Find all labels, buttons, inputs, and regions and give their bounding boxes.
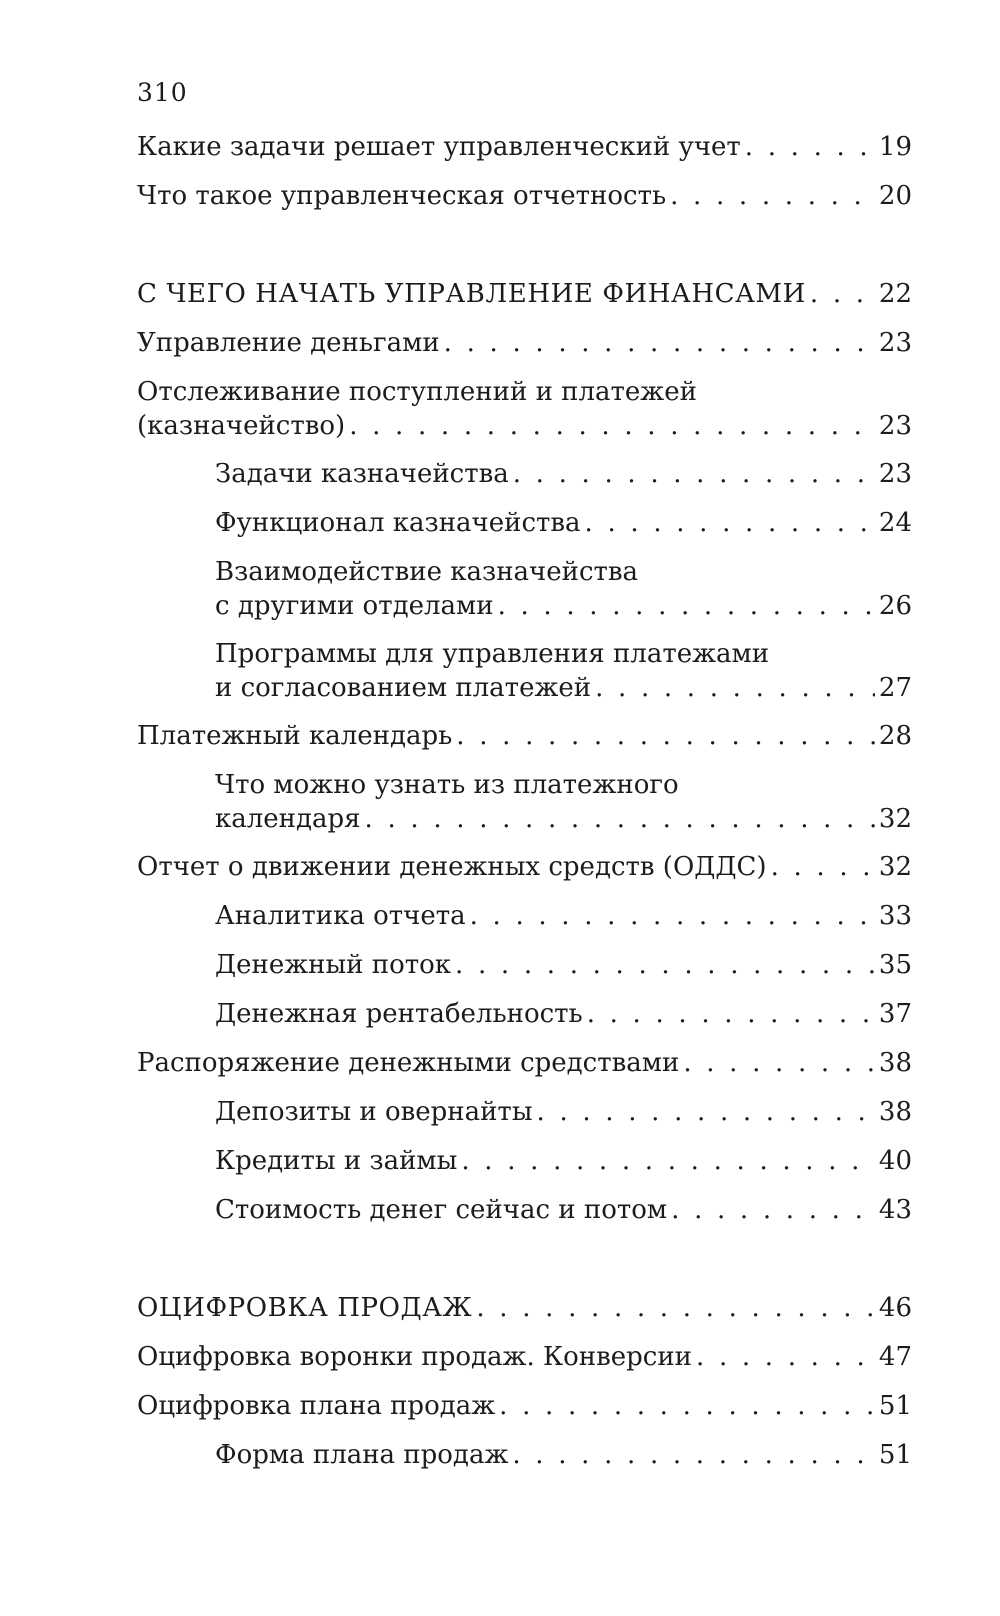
- dot-leader: [683, 1046, 875, 1080]
- toc-entry-page: 32: [878, 804, 912, 834]
- dot-leader: [585, 506, 875, 540]
- toc-entry-title: Управление деньгами: [137, 328, 440, 358]
- toc-entry-title-line: Что можно узнать из платежного: [215, 770, 679, 800]
- toc-entry-title-line: Взаимодействие казначейства: [215, 557, 639, 587]
- toc-subentry: [215, 637, 912, 705]
- toc-entry-page: 40: [878, 1146, 912, 1176]
- toc-entry: [137, 326, 912, 360]
- toc-entry-page: 27: [878, 673, 912, 703]
- toc-subentry: [215, 555, 912, 623]
- toc-entry-page: 43: [878, 1195, 912, 1225]
- toc-subentry: [215, 768, 912, 836]
- toc-entry-title: Стоимость денег сейчас и потом: [215, 1195, 668, 1225]
- toc-entry-title: и согласованием платежей: [215, 673, 592, 703]
- toc-entry-title: Аналитика отчета: [215, 901, 466, 931]
- toc-subentry: [215, 1193, 912, 1227]
- toc-entry-page: 51: [878, 1391, 912, 1421]
- dot-leader: [365, 802, 875, 836]
- toc-entry-page: 26: [878, 591, 912, 621]
- dot-leader: [461, 1144, 875, 1178]
- toc-entry-title: календаря: [215, 804, 361, 834]
- toc-entry-page: 47: [878, 1342, 912, 1372]
- dot-leader: [498, 589, 875, 623]
- toc-entry: [137, 375, 912, 443]
- toc-section-heading: [137, 1291, 912, 1325]
- dot-leader: [745, 130, 875, 164]
- toc-entry-title: Денежная рентабельность: [215, 999, 583, 1029]
- toc-entry-page: 24: [878, 508, 912, 538]
- toc-entry-page: 23: [878, 459, 912, 489]
- toc-entry: [137, 1046, 912, 1080]
- toc-subentry: [215, 1438, 912, 1472]
- toc-entry-page: 28: [878, 721, 912, 751]
- toc-subentry: [215, 899, 912, 933]
- toc-entry: [137, 179, 912, 213]
- dot-leader: [349, 409, 875, 443]
- toc-entry-title: Платежный календарь: [137, 721, 453, 751]
- dot-leader: [455, 948, 875, 982]
- toc-entry: [137, 1389, 912, 1423]
- toc-entry-page: 22: [878, 279, 912, 309]
- toc-entry: [137, 850, 912, 884]
- toc-entry-page: 35: [878, 950, 912, 980]
- toc-entry-title: Функционал казначейства: [215, 508, 581, 538]
- dot-leader: [499, 1389, 875, 1423]
- dot-leader: [444, 326, 875, 360]
- toc-entry: [137, 1340, 912, 1374]
- dot-leader: [476, 1291, 875, 1325]
- toc-entry-title-line: Программы для управления платежами: [215, 639, 770, 669]
- dot-leader: [537, 1095, 875, 1129]
- toc-subentry: [215, 997, 912, 1031]
- toc-entry-title-line: Отслеживание поступлений и платежей: [137, 377, 697, 407]
- toc-entry-page: 51: [878, 1440, 912, 1470]
- toc-subentry: [215, 506, 912, 540]
- dot-leader: [456, 719, 875, 753]
- toc-subentry: [215, 1095, 912, 1129]
- toc-entry-title: Форма плана продаж: [215, 1440, 509, 1470]
- toc-entry-page: 20: [878, 181, 912, 211]
- toc-entry-title: с другими отделами: [215, 591, 494, 621]
- toc-entry-title: Кредиты и займы: [215, 1146, 458, 1176]
- toc-subentry: [215, 948, 912, 982]
- dot-leader: [512, 1438, 875, 1472]
- toc-entry-page: 38: [878, 1097, 912, 1127]
- toc-entry-title: Задачи казначейства: [215, 459, 509, 489]
- toc-section-title: С ЧЕГО НАЧАТЬ УПРАВЛЕНИЕ ФИНАНСАМИ: [137, 279, 806, 309]
- toc-entry-title: Депозиты и овернайты: [215, 1097, 533, 1127]
- toc-entry-title: (казначейство): [137, 411, 346, 441]
- dot-leader: [671, 1193, 875, 1227]
- toc-entry-page: 38: [878, 1048, 912, 1078]
- dot-leader: [470, 899, 875, 933]
- toc-entry-title: Денежный поток: [215, 950, 452, 980]
- toc-subentry: [215, 1144, 912, 1178]
- toc-entry-page: 33: [878, 901, 912, 931]
- dot-leader: [771, 850, 875, 884]
- toc-entry-title: Оцифровка плана продаж: [137, 1391, 496, 1421]
- toc-entry: [137, 719, 912, 753]
- toc-entry-title: Оцифровка воронки продаж. Конверсии: [137, 1342, 693, 1372]
- toc-entry-title: Какие задачи решает управленческий учет: [137, 132, 741, 162]
- toc-entry-page: 23: [878, 411, 912, 441]
- toc-section-heading: [137, 277, 912, 311]
- dot-leader: [587, 997, 875, 1031]
- toc-entry-title: Что такое управленческая отчетность: [137, 181, 667, 211]
- dot-leader: [810, 277, 875, 311]
- dot-leader: [670, 179, 875, 213]
- toc-entry-page: 46: [878, 1293, 912, 1323]
- toc-entry-page: 19: [878, 132, 912, 162]
- dot-leader: [513, 457, 875, 491]
- toc-entry: [137, 130, 912, 164]
- toc-section-title: ОЦИФРОВКА ПРОДАЖ: [137, 1293, 473, 1323]
- dot-leader: [595, 671, 875, 705]
- toc-entry-title: Отчет о движении денежных средств (ОДДС): [137, 852, 767, 882]
- dot-leader: [696, 1340, 875, 1374]
- toc-entry-page: 37: [878, 999, 912, 1029]
- toc-subentry: [215, 457, 912, 491]
- toc-entry-title: Распоряжение денежными средствами: [137, 1048, 680, 1078]
- page-number: 310: [137, 78, 188, 107]
- toc-entry-page: 23: [878, 328, 912, 358]
- toc-entry-page: 32: [878, 852, 912, 882]
